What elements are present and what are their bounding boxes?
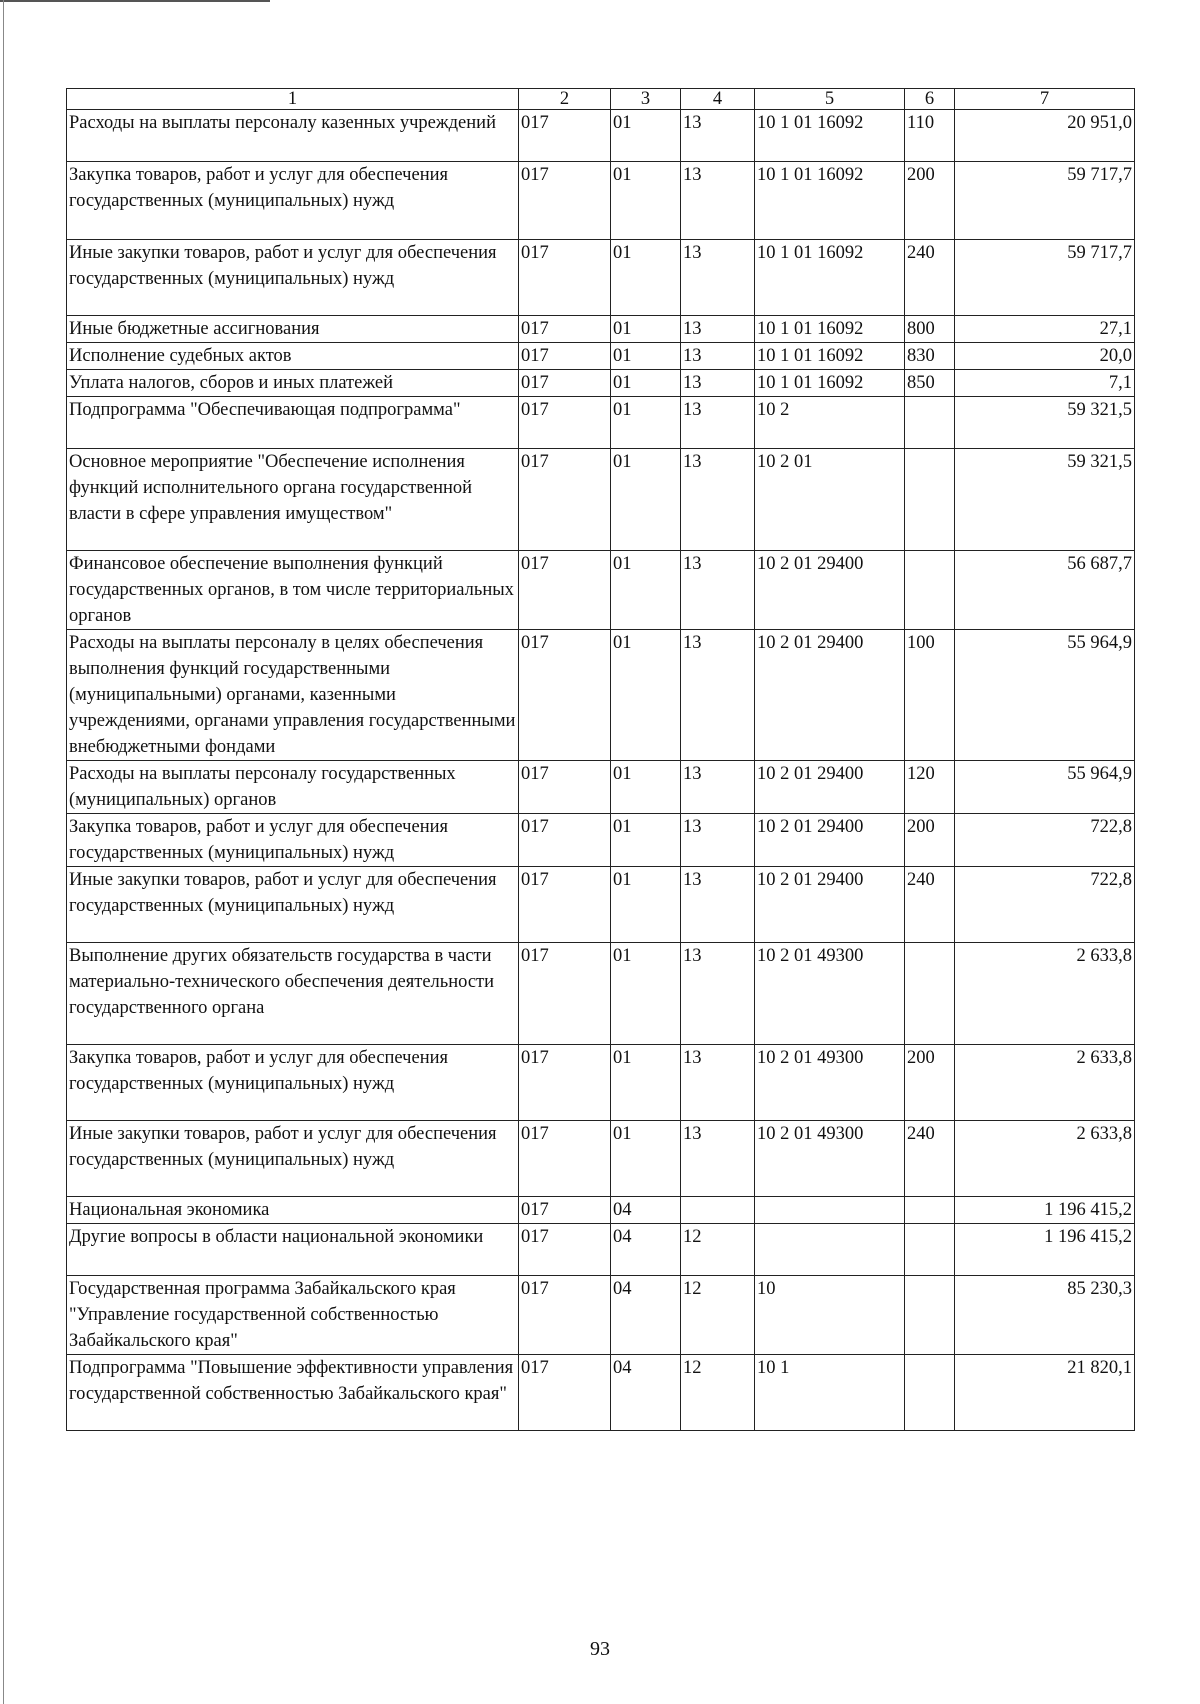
row-code-cell: 10 2 01 29400: [755, 867, 905, 943]
row-code-cell: 800: [905, 316, 955, 343]
header-cell: 5: [755, 89, 905, 110]
row-code-cell: [905, 1355, 955, 1431]
row-code-cell: [755, 1224, 905, 1276]
table-row: [67, 943, 1135, 1045]
row-code-cell: 10 2: [755, 397, 905, 449]
row-name-cell: Подпрограмма "Повышение эффективности управления государственной собственностью Забайкальского края": [67, 1355, 519, 1431]
row-code-cell: [755, 1197, 905, 1224]
row-code-cell: 13: [681, 397, 755, 449]
row-code-cell: 017: [519, 449, 611, 551]
row-code-cell: 04: [611, 1197, 681, 1224]
row-code-cell: 110: [905, 110, 955, 162]
row-code-cell: 13: [681, 551, 755, 630]
row-code-cell: [905, 449, 955, 551]
row-code-cell: 10: [755, 1276, 905, 1355]
row-name-cell: Основное мероприятие "Обеспечение исполнения функций исполнительного органа государственной власти в сфере управления имуществом": [67, 449, 519, 551]
row-code-cell: 13: [681, 316, 755, 343]
row-code-cell: 100: [905, 630, 955, 761]
scan-edge-top: [0, 0, 270, 2]
row-code-cell: 01: [611, 162, 681, 240]
row-code-cell: 017: [519, 1224, 611, 1276]
row-name-cell: Закупка товаров, работ и услуг для обеспечения государственных (муниципальных) нужд: [67, 1045, 519, 1121]
header-cell: 7: [955, 89, 1135, 110]
table-row: [67, 551, 1135, 630]
row-amount-cell: 1 196 415,2: [955, 1197, 1135, 1224]
row-name-cell: Расходы на выплаты персоналу государственных (муниципальных) органов: [67, 761, 519, 814]
row-code-cell: 120: [905, 761, 955, 814]
row-code-cell: 10 1 01 16092: [755, 343, 905, 370]
row-code-cell: 10 2 01 29400: [755, 761, 905, 814]
table-row: [67, 449, 1135, 551]
row-code-cell: 04: [611, 1224, 681, 1276]
row-code-cell: 01: [611, 397, 681, 449]
row-code-cell: 04: [611, 1276, 681, 1355]
row-code-cell: 240: [905, 867, 955, 943]
row-code-cell: 01: [611, 370, 681, 397]
row-code-cell: 10 1 01 16092: [755, 162, 905, 240]
row-code-cell: 10 2 01 49300: [755, 1121, 905, 1197]
table-row: [67, 1224, 1135, 1276]
row-code-cell: 01: [611, 551, 681, 630]
row-amount-cell: 59 321,5: [955, 397, 1135, 449]
table-row: [67, 1276, 1135, 1355]
row-code-cell: 01: [611, 316, 681, 343]
table-row: [67, 343, 1135, 370]
row-name-cell: Расходы на выплаты персоналу казенных учреждений: [67, 110, 519, 162]
row-code-cell: 13: [681, 867, 755, 943]
row-code-cell: 017: [519, 630, 611, 761]
row-code-cell: [905, 1197, 955, 1224]
row-code-cell: [905, 1276, 955, 1355]
table-row: [67, 1197, 1135, 1224]
row-code-cell: 017: [519, 1197, 611, 1224]
row-code-cell: 200: [905, 814, 955, 867]
row-code-cell: 01: [611, 343, 681, 370]
row-code-cell: 10 2 01 29400: [755, 814, 905, 867]
row-code-cell: 12: [681, 1276, 755, 1355]
page-number: 93: [590, 1638, 610, 1660]
row-amount-cell: 55 964,9: [955, 630, 1135, 761]
row-name-cell: Закупка товаров, работ и услуг для обеспечения государственных (муниципальных) нужд: [67, 162, 519, 240]
row-code-cell: 240: [905, 1121, 955, 1197]
row-amount-cell: 20,0: [955, 343, 1135, 370]
table-row: [67, 162, 1135, 240]
row-code-cell: 13: [681, 943, 755, 1045]
row-code-cell: 10 1 01 16092: [755, 240, 905, 316]
row-code-cell: [905, 1224, 955, 1276]
row-code-cell: 12: [681, 1224, 755, 1276]
row-code-cell: 10 2 01 49300: [755, 943, 905, 1045]
table-row: [67, 1121, 1135, 1197]
row-code-cell: 01: [611, 110, 681, 162]
table-row: [67, 1045, 1135, 1121]
row-code-cell: 13: [681, 814, 755, 867]
table-row: [67, 370, 1135, 397]
row-name-cell: Иные бюджетные ассигнования: [67, 316, 519, 343]
row-amount-cell: 21 820,1: [955, 1355, 1135, 1431]
row-amount-cell: 59 717,7: [955, 240, 1135, 316]
row-code-cell: 01: [611, 761, 681, 814]
row-code-cell: 01: [611, 1121, 681, 1197]
table-row: [67, 316, 1135, 343]
row-code-cell: [905, 943, 955, 1045]
row-amount-cell: 2 633,8: [955, 1121, 1135, 1197]
row-code-cell: 01: [611, 943, 681, 1045]
row-code-cell: 017: [519, 240, 611, 316]
row-code-cell: 01: [611, 449, 681, 551]
row-name-cell: Государственная программа Забайкальского края "Управление государственной собственностью Забайкальского края": [67, 1276, 519, 1355]
row-code-cell: 04: [611, 1355, 681, 1431]
table-row: [67, 1355, 1135, 1431]
row-code-cell: 017: [519, 370, 611, 397]
row-name-cell: Другие вопросы в области национальной экономики: [67, 1224, 519, 1276]
table-row: [67, 110, 1135, 162]
row-code-cell: 017: [519, 162, 611, 240]
scan-edge-left: [3, 0, 4, 1704]
row-code-cell: 12: [681, 1355, 755, 1431]
table-row: [67, 240, 1135, 316]
table-row: [67, 761, 1135, 814]
row-code-cell: 017: [519, 1355, 611, 1431]
row-code-cell: 10 1 01 16092: [755, 316, 905, 343]
row-code-cell: 13: [681, 630, 755, 761]
row-code-cell: 240: [905, 240, 955, 316]
row-amount-cell: 2 633,8: [955, 943, 1135, 1045]
row-amount-cell: 27,1: [955, 316, 1135, 343]
row-amount-cell: 722,8: [955, 867, 1135, 943]
row-amount-cell: 56 687,7: [955, 551, 1135, 630]
row-code-cell: 10 1: [755, 1355, 905, 1431]
row-code-cell: 017: [519, 316, 611, 343]
table-row: [67, 867, 1135, 943]
row-code-cell: 01: [611, 814, 681, 867]
row-code-cell: 01: [611, 867, 681, 943]
row-name-cell: Расходы на выплаты персоналу в целях обеспечения выполнения функций государственными (муниципальными) органами, казенными учреждениями, органами управления государственными внебюджетными фондами: [67, 630, 519, 761]
row-code-cell: 850: [905, 370, 955, 397]
row-name-cell: Подпрограмма "Обеспечивающая подпрограмма": [67, 397, 519, 449]
row-amount-cell: 20 951,0: [955, 110, 1135, 162]
header-cell: 1: [67, 89, 519, 110]
row-amount-cell: 2 633,8: [955, 1045, 1135, 1121]
header-cell: 2: [519, 89, 611, 110]
row-name-cell: Уплата налогов, сборов и иных платежей: [67, 370, 519, 397]
row-code-cell: 10 1 01 16092: [755, 110, 905, 162]
row-code-cell: 13: [681, 162, 755, 240]
row-code-cell: 017: [519, 1121, 611, 1197]
row-name-cell: Национальная экономика: [67, 1197, 519, 1224]
row-code-cell: 13: [681, 449, 755, 551]
table-row: [67, 630, 1135, 761]
row-code-cell: 200: [905, 162, 955, 240]
row-code-cell: [905, 397, 955, 449]
row-code-cell: 017: [519, 343, 611, 370]
row-code-cell: 13: [681, 761, 755, 814]
row-code-cell: 13: [681, 1121, 755, 1197]
row-amount-cell: 722,8: [955, 814, 1135, 867]
row-code-cell: 017: [519, 943, 611, 1045]
row-code-cell: 13: [681, 343, 755, 370]
row-code-cell: [681, 1197, 755, 1224]
row-code-cell: 017: [519, 551, 611, 630]
row-amount-cell: 1 196 415,2: [955, 1224, 1135, 1276]
row-code-cell: 017: [519, 1276, 611, 1355]
row-code-cell: 10 2 01 29400: [755, 551, 905, 630]
row-code-cell: 017: [519, 110, 611, 162]
row-name-cell: Финансовое обеспечение выполнения функций государственных органов, в том числе территориальных органов: [67, 551, 519, 630]
row-code-cell: 13: [681, 240, 755, 316]
row-code-cell: 10 2 01 29400: [755, 630, 905, 761]
row-code-cell: 10 1 01 16092: [755, 370, 905, 397]
row-name-cell: Закупка товаров, работ и услуг для обеспечения государственных (муниципальных) нужд: [67, 814, 519, 867]
row-code-cell: 017: [519, 814, 611, 867]
header-cell: 3: [611, 89, 681, 110]
row-name-cell: Выполнение других обязательств государства в части материально-технического обеспечения деятельности государственного органа: [67, 943, 519, 1045]
row-code-cell: 10 2 01 49300: [755, 1045, 905, 1121]
row-name-cell: Иные закупки товаров, работ и услуг для обеспечения государственных (муниципальных) нужд: [67, 240, 519, 316]
row-amount-cell: 59 717,7: [955, 162, 1135, 240]
row-code-cell: 01: [611, 630, 681, 761]
row-name-cell: Иные закупки товаров, работ и услуг для обеспечения государственных (муниципальных) нужд: [67, 867, 519, 943]
row-name-cell: Иные закупки товаров, работ и услуг для обеспечения государственных (муниципальных) нужд: [67, 1121, 519, 1197]
row-amount-cell: 7,1: [955, 370, 1135, 397]
row-code-cell: 017: [519, 867, 611, 943]
header-cell: 4: [681, 89, 755, 110]
row-code-cell: 13: [681, 110, 755, 162]
row-amount-cell: 55 964,9: [955, 761, 1135, 814]
row-code-cell: 200: [905, 1045, 955, 1121]
row-code-cell: 10 2 01: [755, 449, 905, 551]
row-code-cell: 13: [681, 1045, 755, 1121]
row-code-cell: 01: [611, 240, 681, 316]
row-code-cell: 13: [681, 370, 755, 397]
row-amount-cell: 85 230,3: [955, 1276, 1135, 1355]
row-code-cell: 017: [519, 1045, 611, 1121]
table-row: [67, 397, 1135, 449]
row-code-cell: [905, 551, 955, 630]
row-code-cell: 01: [611, 1045, 681, 1121]
table-header-row: [67, 89, 1135, 110]
row-code-cell: 017: [519, 761, 611, 814]
row-name-cell: Исполнение судебных актов: [67, 343, 519, 370]
table-row: [67, 814, 1135, 867]
budget-table: [66, 88, 1135, 1431]
header-cell: 6: [905, 89, 955, 110]
row-code-cell: 830: [905, 343, 955, 370]
row-amount-cell: 59 321,5: [955, 449, 1135, 551]
row-code-cell: 017: [519, 397, 611, 449]
